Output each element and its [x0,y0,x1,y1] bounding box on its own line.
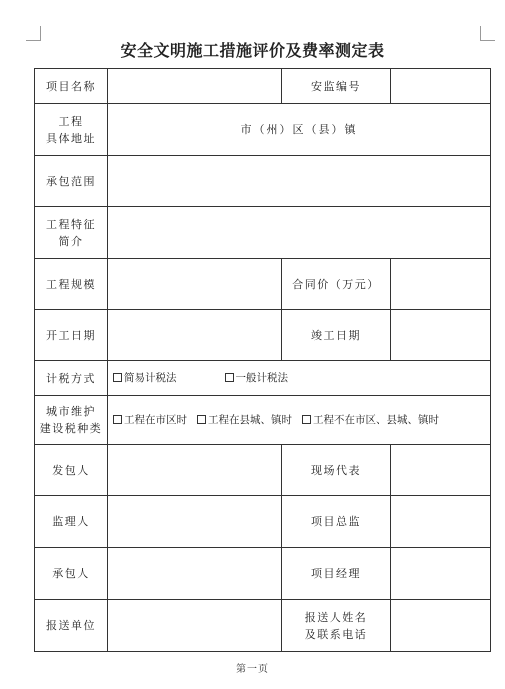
contract-price-value[interactable] [391,259,491,310]
checkbox-icon[interactable] [302,415,311,424]
safety-code-value[interactable] [391,69,491,104]
city-tax-label: 城市维护 建设税种类 [35,396,108,445]
chief-supervisor-value[interactable] [391,496,491,548]
checkbox-icon[interactable] [225,373,234,382]
supervisor-value[interactable] [108,496,282,548]
chief-supervisor-label: 项目总监 [282,496,391,548]
row-dates [35,310,491,361]
row-contract-scope [35,156,491,207]
contract-scope-label: 承包范围 [35,156,108,207]
address-label: 工程 具体地址 [35,104,108,156]
submitter-value[interactable] [391,600,491,652]
city-option-urban[interactable]: 工程在市区时 [113,412,187,429]
project-manager-label: 项目经理 [282,548,391,600]
submitter-label: 报送人姓名 及联系电话 [282,600,391,652]
site-rep-label: 现场代表 [282,445,391,496]
end-date-label: 竣工日期 [282,310,391,361]
project-name-value[interactable] [108,69,282,104]
site-rep-value[interactable] [391,445,491,496]
row-supervisor [35,496,491,548]
client-label: 发包人 [35,445,108,496]
scale-label: 工程规模 [35,259,108,310]
supervisor-label: 监理人 [35,496,108,548]
project-name-label: 项目名称 [35,69,108,104]
client-value[interactable] [108,445,282,496]
features-value[interactable] [108,207,491,259]
checkbox-icon[interactable] [113,373,122,382]
address-value[interactable]: 市（州）区（县）镇 [108,104,491,156]
submitting-unit-label: 报送单位 [35,600,108,652]
city-option-county[interactable]: 工程在县城、镇时 [197,412,292,429]
checkbox-icon[interactable] [197,415,206,424]
row-city-tax [35,396,491,445]
row-tax-method [35,361,491,396]
tax-method-label: 计税方式 [35,361,108,396]
tax-method-options [108,361,491,396]
features-label: 工程特征 简介 [35,207,108,259]
scale-value[interactable] [108,259,282,310]
tax-option-simple[interactable]: 简易计税法 [113,370,177,387]
end-date-value[interactable] [391,310,491,361]
contract-scope-value[interactable] [108,156,491,207]
city-option-other[interactable]: 工程不在市区、县城、镇时 [302,412,439,429]
project-manager-value[interactable] [391,548,491,600]
contractor-label: 承包人 [35,548,108,600]
safety-code-label: 安监编号 [282,69,391,104]
tax-option-general[interactable]: 一般计税法 [225,370,289,387]
submitting-unit-value[interactable] [108,600,282,652]
row-contractor [35,548,491,600]
city-tax-options [108,396,491,445]
page-footer: 第一页 [236,664,269,675]
row-submitting [35,600,491,652]
page-title: 安全文明施工措施评价及费率测定表 [120,41,385,60]
checkbox-icon[interactable] [113,415,122,424]
start-date-label: 开工日期 [35,310,108,361]
row-address [35,104,491,156]
contractor-value[interactable] [108,548,282,600]
row-project-name [35,69,491,104]
row-client [35,445,491,496]
start-date-value[interactable] [108,310,282,361]
row-features [35,207,491,259]
contract-price-label: 合同价（万元） [282,259,391,310]
row-scale [35,259,491,310]
evaluation-form-table [34,68,491,652]
